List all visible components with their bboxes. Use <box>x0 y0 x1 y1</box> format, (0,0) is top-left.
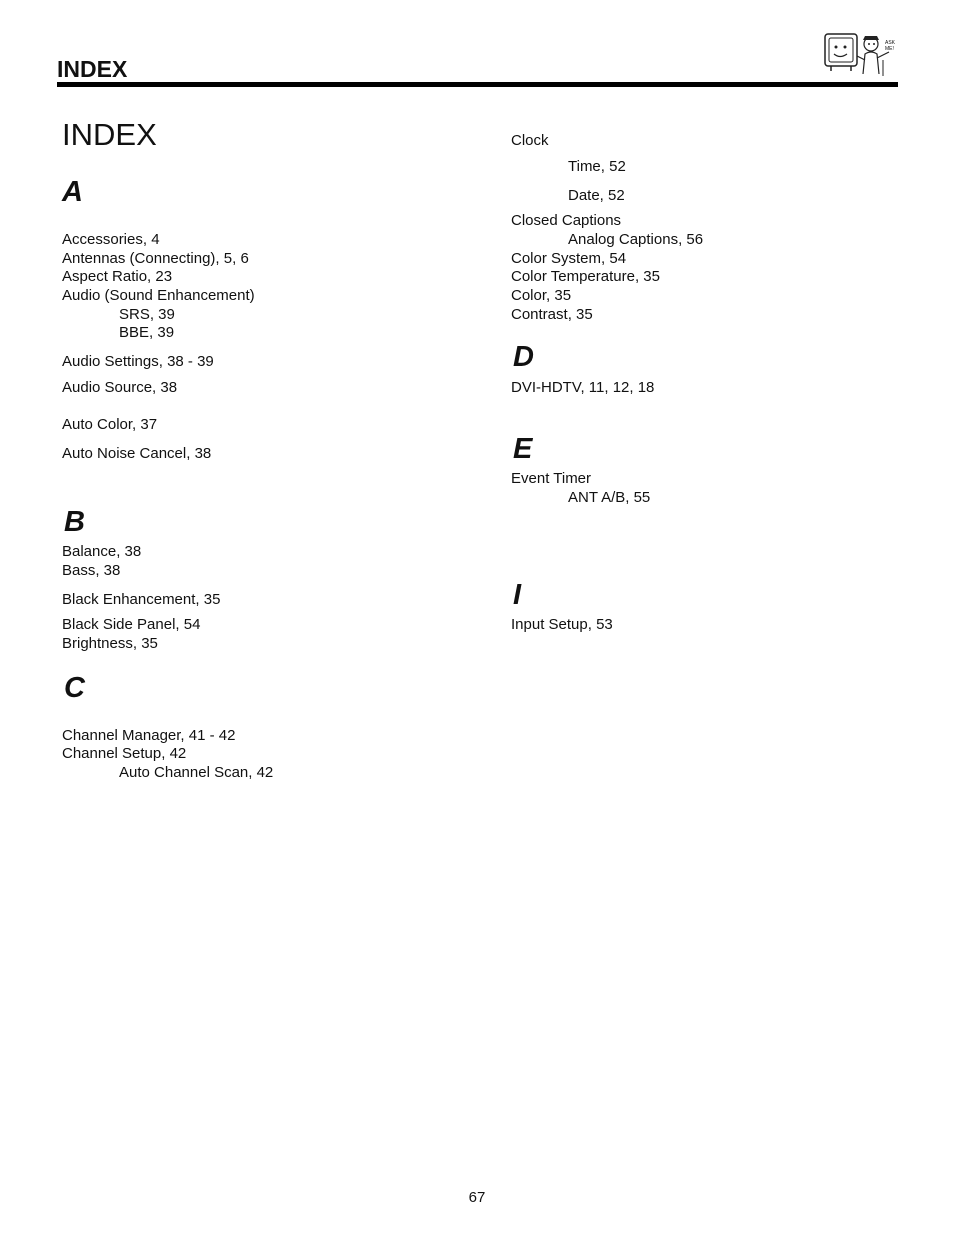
index-entry: Black Enhancement, 35 <box>62 591 221 608</box>
index-subentry: ANT A/B, 55 <box>568 489 651 506</box>
index-entry: Color, 35 <box>511 287 572 304</box>
mascot-logo-icon <box>823 30 899 80</box>
section-letter-e: E <box>513 433 533 465</box>
header-rule <box>57 82 898 87</box>
index-entry: Audio Source, 38 <box>62 379 178 396</box>
header-title: INDEX <box>57 56 128 82</box>
index-subentry: Date, 52 <box>568 187 625 204</box>
index-subentry: Analog Captions, 56 <box>568 231 704 248</box>
index-entry: Brightness, 35 <box>62 635 158 652</box>
section-letter-b: B <box>64 506 85 538</box>
index-entry: Contrast, 35 <box>511 306 593 323</box>
section-letter-c: C <box>64 672 85 704</box>
index-entry: Balance, 38 <box>62 543 142 560</box>
index-entry: Channel Manager, 41 - 42 <box>62 727 236 744</box>
index-entry: Aspect Ratio, 23 <box>62 268 173 285</box>
index-subentry: Auto Channel Scan, 42 <box>119 764 274 781</box>
section-letter-a: A <box>62 176 83 208</box>
index-entry: Color Temperature, 35 <box>511 268 660 285</box>
logo-text: ASK ME! <box>885 40 896 52</box>
index-entry: Clock <box>511 132 549 149</box>
index-entry: Antennas (Connecting), 5, 6 <box>62 250 249 267</box>
index-subentry: BBE, 39 <box>119 324 175 341</box>
index-entry: Black Side Panel, 54 <box>62 616 201 633</box>
page-title: INDEX <box>62 117 157 152</box>
index-entry: Event Timer <box>511 470 592 487</box>
index-entry: Auto Color, 37 <box>62 416 158 433</box>
section-letter-d: D <box>513 341 534 373</box>
index-entry: Channel Setup, 42 <box>62 745 187 762</box>
index-entry: Auto Noise Cancel, 38 <box>62 445 212 462</box>
index-entry: Audio Settings, 38 - 39 <box>62 353 214 370</box>
index-entry: Bass, 38 <box>62 562 121 579</box>
index-entry: Accessories, 4 <box>62 231 160 248</box>
index-entry: Closed Captions <box>511 212 622 229</box>
index-entry: Input Setup, 53 <box>511 616 613 633</box>
index-entry: Color System, 54 <box>511 250 627 267</box>
index-subentry: Time, 52 <box>568 158 626 175</box>
page-number: 67 <box>468 1189 486 1206</box>
section-letter-i: I <box>513 579 522 611</box>
index-entry: DVI-HDTV, 11, 12, 18 <box>511 379 655 396</box>
index-subentry: SRS, 39 <box>119 306 175 323</box>
index-entry: Audio (Sound Enhancement) <box>62 287 255 304</box>
